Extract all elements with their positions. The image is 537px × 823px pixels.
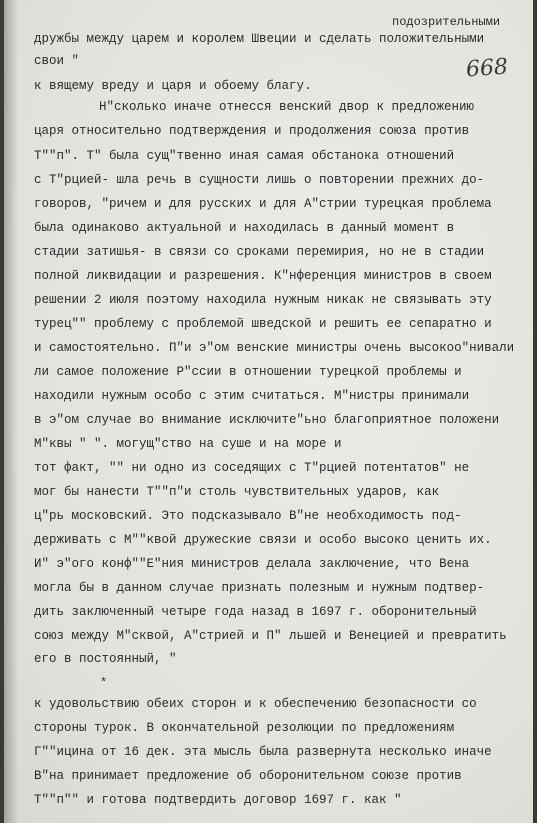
text-line-17: в э"ом случае во внимание исключите"ьно благоприятное положени: [34, 413, 500, 427]
text-line-7: с Т"рцией- шла речь в сущности лишь о повторении прежних до-: [34, 173, 485, 187]
text-line-22: держивать с М""квой дружеские связи и особо высоко ценить их.: [34, 533, 492, 547]
insertion-text: подозрительными: [392, 15, 501, 29]
document-page: [4, 0, 533, 823]
page-number: 668: [465, 54, 509, 83]
text-line-13: турец"" проблему с проблемой шведской и решить ее сепаратно и: [34, 317, 492, 331]
text-line-31: В"на принимает предложение об оборонительном союзе против: [34, 769, 462, 783]
text-line-20: мог бы нанести Т""п"и столь чувствительных ударов, как: [34, 485, 440, 499]
text-line-19: тот факт, "" ни одно из соседящих с Т"рцией потентатов" не: [34, 461, 470, 475]
text-line-16: находили нужным особо с этим считаться. М"нистры принимали: [34, 389, 470, 403]
text-line-5: царя относительно подтверждения и продолжения союза против: [34, 124, 470, 138]
text-line-32: Т""п"" и готова подтвердить договор 1697 г. как ": [34, 793, 402, 807]
text-line-23: И" э"ого конф""Е"ния министров делала заключение, что Вена: [34, 557, 470, 571]
text-line-9: была одинаково актуальной и находилась в данный момент в: [34, 221, 455, 235]
text-line-15: ли самое положение Р"ссии в отношении турецкой проблемы и: [34, 365, 462, 379]
text-line-29: стороны турок. В окончательной резолюции по предложениям: [34, 721, 455, 735]
text-line-6: Т""п". Т" была сущ"твенно иная самая обстанока отношений: [34, 149, 455, 163]
text-line-2: свои ": [34, 54, 80, 68]
text-line-28: к удовольствию обеих сторон и к обеспечению безопасности со: [34, 697, 477, 711]
binding-shadow: [4, 0, 18, 823]
text-line-8: говоров, "ричем и для русских и для А"стрии турецкая проблема: [34, 197, 492, 211]
text-line-14: и самостоятельно. П"и э"ом венские министры очень высокоо"нивали: [34, 341, 515, 355]
text-line-11: полной ликвидации и разрешения. К"нференция министров в своем: [34, 269, 492, 283]
text-line-21: ц"рь московский. Это подсказывало В"не необходимость под-: [34, 509, 462, 523]
text-line-1: дружбы между царем и королем Швеции и сделать положительными: [34, 32, 485, 46]
text-line-3: к вящему вреду и царя и обоему благу.: [34, 79, 312, 93]
text-line-10: стадии затишья- в связи со сроками перемирия, но не в стадии: [34, 245, 485, 259]
text-line-24: могла бы в данном случае признать полезным и нужным подтвер-: [34, 581, 485, 595]
text-line-18: М"квы " ". могущ"ство на суше и на море и: [34, 437, 342, 451]
gap-mark: *: [100, 676, 108, 690]
text-line-25: дить заключенный четыре года назад в 1697 г. оборонительный: [34, 605, 477, 619]
text-line-12: решении 2 июля поэтому находила нужным никак не связывать эту: [34, 293, 492, 307]
text-line-4: Н"сколько иначе отнесся венский двор к предложению: [99, 100, 475, 114]
text-line-26: союз между М"сквой, А"стрией и П" льшей и Венецией и превратить: [34, 629, 507, 643]
text-line-30: Г""ицина от 16 дек. эта мысль была развернута несколько иначе: [34, 745, 492, 759]
text-line-27: его в постоянный, ": [34, 652, 177, 666]
